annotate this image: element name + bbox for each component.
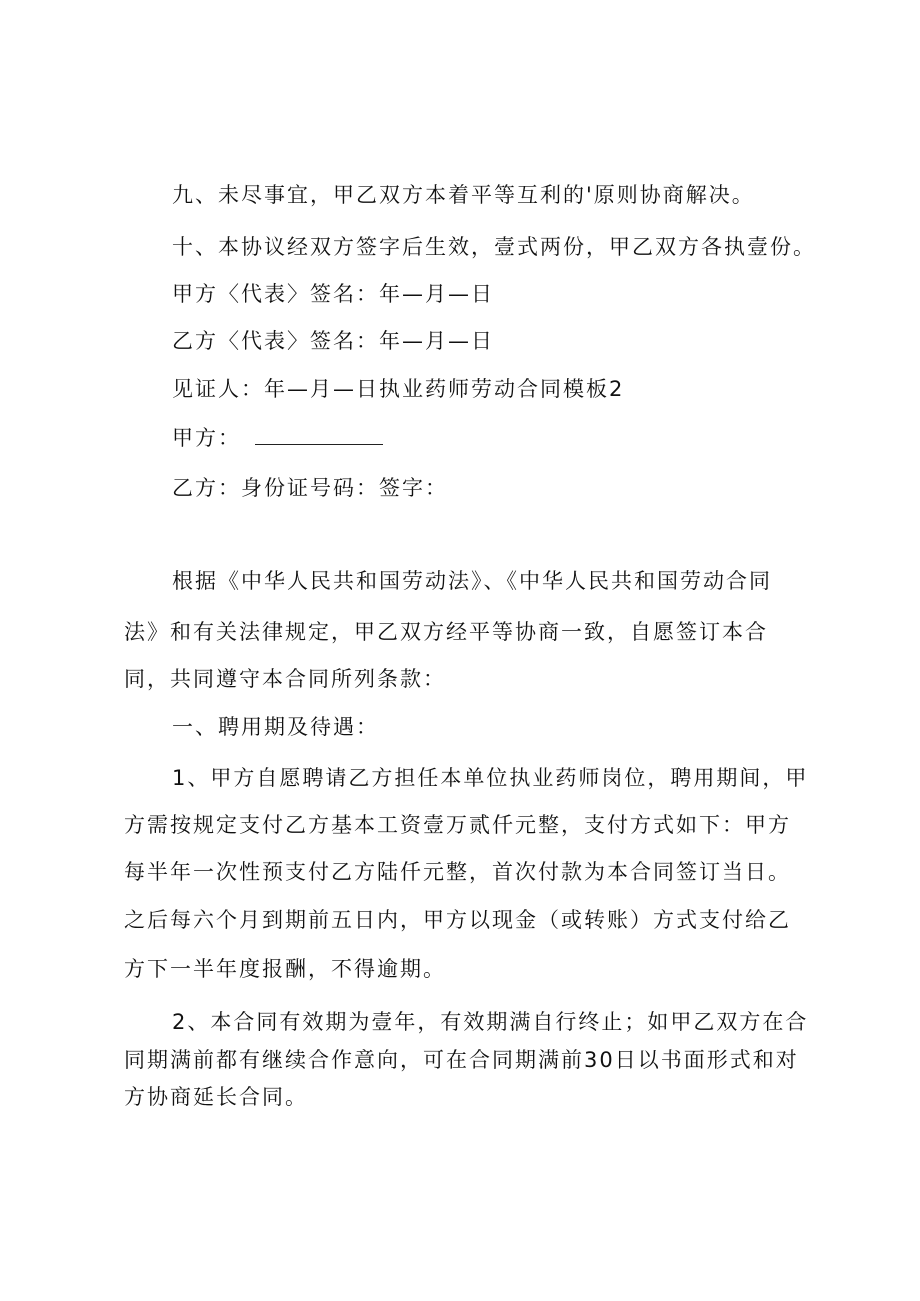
item-1-line-5: 方下一半年度报酬，不得逾期。 (124, 957, 446, 981)
party-a-signature-line: 甲方〈代表〉签名：年—月—日 (172, 282, 494, 306)
item-2-line-3: 方协商延长合同。 (124, 1085, 308, 1109)
item-1-line-2: 方需按规定支付乙方基本工资壹万贰仟元整，支付方式如下：甲方 (124, 813, 791, 837)
section-1-heading: 一、聘用期及待遇： (172, 715, 379, 739)
item-1-line-4: 之后每六个月到期前五日内，甲方以现金（或转账）方式支付给乙 (124, 908, 791, 932)
party-a-line (172, 424, 383, 452)
party-a-label: 甲方： (172, 426, 241, 450)
clause-10: 十、本协议经双方签字后生效，壹式两份，甲乙双方各执壹份。 (172, 235, 816, 259)
item-1-line-3: 每半年一次性预支付乙方陆仟元整，首次付款为本合同签订当日。 (124, 860, 791, 884)
item-1-line-1: 1、甲方自愿聘请乙方担任本单位执业药师岗位，聘用期间，甲 (172, 766, 809, 790)
party-b-signature-line: 乙方〈代表〉签名：年—月—日 (172, 329, 494, 353)
clause-9: 九、未尽事宜，甲乙双方本着平等互利的'原则协商解决。 (172, 183, 755, 207)
party-b-id-signature-line: 乙方：身份证号码：签字： (172, 476, 448, 500)
witness-and-template-title: 见证人：年—月—日执业药师劳动合同模板2 (172, 377, 625, 401)
preamble-line-2: 法》和有关法律规定，甲乙双方经平等协商一致，自愿签订本合 (124, 620, 768, 644)
preamble-line-3: 同，共同遵守本合同所列条款： (124, 667, 446, 691)
preamble-line-1: 根据《中华人民共和国劳动法》、《中华人民共和国劳动合同 (172, 569, 772, 593)
item-2-line-2: 同期满前都有继续合作意向，可在合同期满前30日以书面形式和对 (124, 1048, 799, 1072)
item-2-line-1: 2、本合同有效期为壹年，有效期满自行终止；如甲乙双方在合 (172, 1010, 809, 1034)
party-a-blank-underline (255, 424, 383, 445)
